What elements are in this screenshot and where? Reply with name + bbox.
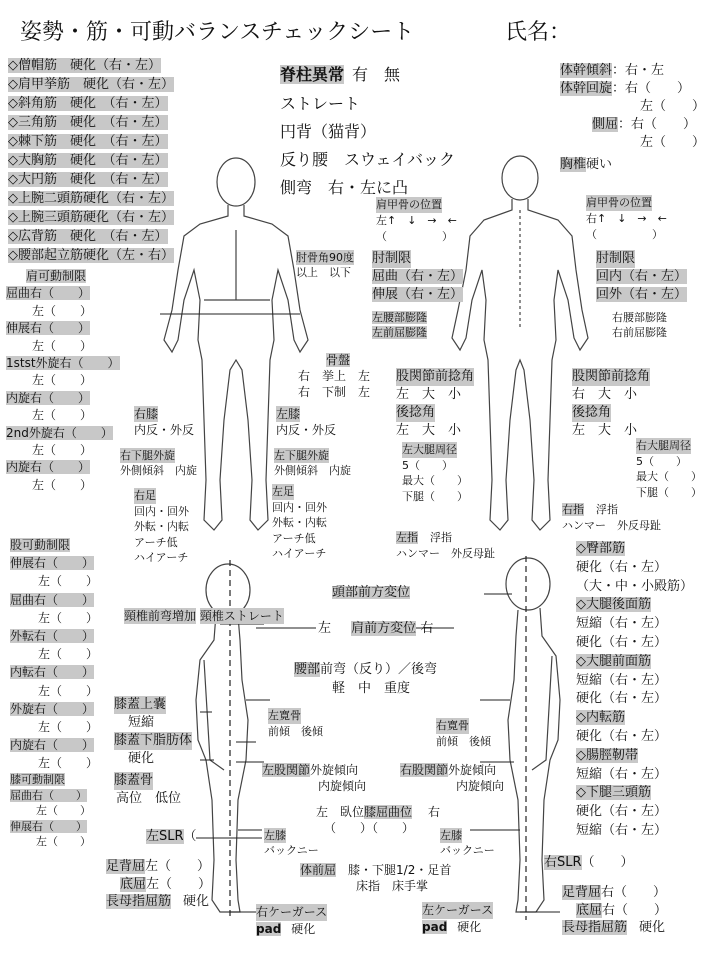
pelvis-heading: 骨盤 [326, 353, 351, 367]
ankle-right-plantar-heading: 底屈 [576, 902, 603, 918]
elbow-left-flexion: 屈曲（右・左） [372, 269, 464, 284]
name-label: 氏名： [505, 20, 572, 45]
hip-joint-left-external: 外旋傾向 [310, 763, 359, 777]
side-bend-left: 左（ ） [640, 135, 706, 150]
hip-anteversion-right-heading: 股関節前捻角 [572, 369, 651, 384]
cervical-block [124, 608, 284, 624]
knee-right-front [134, 406, 194, 438]
patella-heading: 膝蓋骨 [114, 773, 154, 788]
knee-right-heading: 右膝 [134, 407, 159, 421]
iliac-left [268, 708, 323, 740]
muscle-item-text: ◇棘下筋 硬化 （右・左） [8, 134, 168, 149]
hip-retroversion-left-options: 左 大 小 [396, 423, 462, 438]
thigh-left-5: 5（ ） [402, 458, 453, 472]
forward-bend-floor: 床指 床手掌 [356, 879, 429, 893]
toe-right-floating: 浮指 [596, 503, 618, 516]
lower-muscle-heading-text: ◇内転筋 [576, 710, 625, 726]
knee-rom-row-text: 伸展右（ ） [10, 819, 87, 833]
ankle-left-fhl: 硬化 [183, 894, 210, 909]
elbow-carry-heading: 肘骨角90度 [296, 251, 354, 264]
lower-muscle-heading-text: ◇腸脛靭帯 [576, 747, 638, 763]
hip-rom-row-text: 左（ ） [38, 720, 99, 735]
ankle-left [106, 858, 211, 911]
hip-rom-row-text: 左（ ） [38, 647, 99, 662]
foot-left-row: ハイアーチ [272, 547, 327, 560]
knee-rom-row-text: 屈曲右（ ） [10, 788, 87, 802]
lower-muscle-heading-text: ◇下腿三頭筋 [576, 785, 651, 801]
knee-left-front [276, 406, 336, 438]
kager-left-value: 硬化 [457, 920, 482, 934]
cervical-lordosis: 頸椎前弯増加 [124, 609, 197, 623]
lower-muscle-heading [576, 709, 693, 728]
iliac-left-value: 前傾 後傾 [268, 725, 323, 738]
muscle-item-text: ◇斜角筋 硬化 （右・左） [8, 96, 168, 111]
hip-anteversion-left [396, 368, 474, 440]
flexion-bulge-right: 右前屈膨隆 [612, 326, 667, 339]
ankle-right [562, 884, 667, 937]
shoulder-rom-row [6, 477, 120, 494]
iliac-right-heading: 右寛骨 [436, 719, 469, 732]
lumbar-heading: 腰部 [294, 662, 321, 677]
slr-right [544, 856, 634, 869]
foot-right-row: ハイアーチ [134, 551, 189, 564]
lower-muscle-row: 硬化（右・左） [576, 559, 668, 575]
shoulder-rom-row [6, 338, 120, 355]
kager-right-pad: pad [256, 922, 282, 936]
toe-left-heading: 左指 [396, 531, 418, 544]
scapula-left-arrows: 左↑ ↓ → ← [376, 214, 457, 227]
shoulder-rom-row [6, 442, 120, 459]
hip-rom-row [10, 663, 98, 681]
lumbar-value: 前弯（反り）／後弯 [320, 662, 438, 677]
spine-line: 反り腰 スウェイバック [280, 150, 456, 169]
trunk-tilt-value: ：右・左 [612, 63, 665, 78]
lowerleg-right-value: 外側傾斜 内旋 [120, 464, 197, 477]
lumbar-bulge-right: 右腰部膨隆 [612, 311, 667, 324]
toe-left [396, 530, 495, 562]
knee-rom-block [10, 772, 91, 850]
shoulder-rom-row [6, 425, 120, 442]
cervical-straight: 頸椎ストレート [199, 609, 284, 623]
suprapatellar-heading: 膝蓋上嚢 [114, 697, 167, 712]
muscle-item-text: ◇大胸筋 硬化 （右・左） [8, 153, 168, 168]
ankle-left-dorsi-heading: 足背屈 [106, 859, 146, 874]
knee-side-right [440, 828, 495, 858]
thigh-right-lowerleg: 下腿（ ） [636, 485, 702, 499]
shoulder-rom-row-text: 左（ ） [32, 303, 93, 318]
ankle-left-plantar-heading: 底屈 [120, 876, 147, 892]
ankle-left-plantar: 左（ ） [146, 876, 212, 892]
shoulder-rom-row-text: 内旋右（ ） [6, 390, 91, 405]
shoulder-forward-heading: 肩前方変位 [351, 621, 417, 636]
hip-rom-row-text: 左（ ） [38, 610, 99, 625]
muscle-item-text: ◇肩甲挙筋 硬化（右・左） [8, 77, 174, 92]
lower-muscle-heading [576, 784, 693, 803]
hip-joint-left [262, 762, 366, 794]
hip-rom-row-text: 内旋右（ ） [10, 738, 95, 753]
iliac-left-heading: 左寛骨 [268, 709, 301, 722]
scapula-left-block [376, 197, 457, 245]
lowerleg-left-value: 外側傾斜 内旋 [274, 464, 351, 477]
forward-bend-heading: 体前屈 [300, 863, 337, 877]
foot-right-row: 外転・内転 [134, 520, 189, 533]
trunk-rotation-right: ：右（ ） [612, 81, 691, 96]
knee-side-left [264, 828, 319, 858]
hip-rom-row-text: 内転右（ ） [10, 665, 95, 680]
lowerleg-right [120, 448, 197, 478]
hip-retroversion-left-heading: 後捻角 [396, 405, 436, 420]
foot-left [272, 484, 327, 562]
shoulder-rom-row-text: 左（ ） [32, 338, 93, 353]
shoulder-rom-row-text: 2nd外旋右（ ） [6, 425, 113, 440]
foot-left-heading: 左足 [272, 485, 294, 498]
shoulder-rom-heading: 肩可動制限 [26, 269, 87, 283]
lower-muscle-row: 硬化（右・左） [576, 691, 668, 707]
lower-muscle-heading-text: ◇大腿後面筋 [576, 597, 651, 613]
elbow-right-heading: 肘制限 [596, 251, 636, 266]
hip-rom-row-text: 左（ ） [38, 574, 99, 589]
knee-side-left-heading: 左膝 [264, 829, 286, 842]
ankle-right-dorsi-heading: 足背屈 [562, 885, 602, 900]
kager-left-heading: 左ケーガース [422, 903, 494, 917]
knee-right-value: 内反・外反 [134, 423, 195, 437]
spine-options: 有 無 [352, 65, 401, 84]
spine-line: 側弯 右・左に凸 [280, 178, 409, 197]
shoulder-rom-row-text: 左（ ） [32, 373, 93, 388]
shoulder-rom-row [6, 355, 120, 372]
scapula-left-heading: 肩甲骨の位置 [376, 198, 442, 211]
elbow-right-block [596, 250, 687, 340]
knee-rom-heading: 膝可動制限 [10, 773, 65, 786]
hip-rom-row-text: 伸展右（ ） [10, 556, 95, 571]
lumbar-block [294, 660, 437, 698]
kager-right [256, 904, 327, 938]
shoulder-forward [318, 622, 433, 635]
hip-rom-row [10, 718, 98, 736]
knee-rom-row [10, 788, 91, 804]
slr-right-value: （ ） [581, 855, 634, 870]
scapula-right-heading: 肩甲骨の位置 [586, 196, 652, 209]
ankle-right-dorsi: 右（ ） [601, 885, 667, 900]
hip-rom-row-text: 外旋右（ ） [10, 701, 95, 716]
side-bend-label: 側屈 [592, 117, 619, 132]
hip-rom-row [10, 700, 98, 718]
scapula-left-blank: （ ） [376, 230, 453, 243]
hip-retroversion-right-heading: 後捻角 [572, 405, 612, 420]
lower-muscle-row: 短縮（右・左） [576, 616, 668, 632]
knee-rom-row [10, 819, 91, 835]
ankle-left-dorsi: 左（ ） [145, 859, 211, 874]
muscle-item-text: ◇三角筋 硬化 （右・左） [8, 115, 168, 130]
hip-joint-right-internal: 内旋傾向 [456, 779, 505, 793]
foot-right-row: アーチ低 [134, 535, 178, 549]
kager-left-pad: pad [422, 920, 448, 934]
hip-rom-row [10, 754, 98, 772]
patella-block [114, 696, 192, 808]
shoulder-rom-row-text: 1stst外旋右（ ） [6, 356, 120, 371]
pelvis-elevation: 右 挙上 左 [298, 369, 371, 383]
page-title: 姿勢・筋・可動バランスチェックシート [20, 20, 415, 45]
iliac-right-value: 前傾 後傾 [436, 735, 491, 748]
hip-anteversion-right [572, 368, 650, 440]
elbow-right-pronation: 回内（右・左） [596, 269, 688, 284]
lower-muscle-row: 硬化（右・左） [576, 728, 668, 744]
lower-muscle-heading-text: ◇臀部筋 [576, 541, 625, 556]
supine-knee-heading: 膝屈曲位 [364, 805, 413, 819]
pelvis-depression: 右 下制 左 [298, 385, 371, 399]
supine-knee-right: 右 [428, 805, 441, 819]
lowerleg-left [274, 448, 351, 478]
thoracic-label: 胸椎 [560, 157, 587, 172]
flexion-bulge-left: 左前屈膨隆 [372, 326, 427, 339]
hip-joint-left-internal: 内旋傾向 [318, 779, 367, 793]
head-forward-label: 頭部前方変位 [332, 585, 411, 600]
hip-rom-row [10, 682, 98, 700]
thigh-left-lowerleg: 下腿（ ） [402, 489, 468, 503]
lowerleg-right-heading: 右下腿外旋 [120, 449, 175, 462]
elbow-left-block [372, 250, 463, 340]
shoulder-forward-left: 左 [318, 621, 332, 636]
shoulder-forward-right: 右 [420, 621, 434, 636]
lower-muscle-heading [576, 653, 693, 672]
hip-rom-heading: 股可動制限 [10, 538, 71, 552]
spine-heading: 脊柱異常 [280, 65, 345, 84]
kager-left [422, 902, 493, 936]
hip-rom-row-text: 屈曲右（ ） [10, 592, 95, 607]
toe-left-options: ハンマー 外反母趾 [396, 547, 495, 560]
foot-left-row: 回内・回外 [272, 500, 327, 514]
lower-muscle-heading-text: ◇大腿前面筋 [576, 653, 651, 669]
knee-side-right-value: バックニー [440, 844, 495, 857]
lower-muscle-list [576, 540, 693, 841]
iliac-right [436, 718, 491, 750]
muscle-item-text: ◇上腕三頭筋硬化（右・左） [8, 210, 174, 225]
foot-right-heading: 右足 [134, 489, 156, 502]
hip-rom-row [10, 736, 98, 754]
knee-rom-row-text: 左（ ） [36, 835, 91, 848]
thigh-left-heading: 左大腿周径 [402, 443, 457, 456]
supine-knee-blanks: （ ）（ ） [324, 821, 415, 835]
spine-line: ストレート [280, 94, 361, 113]
hip-rom-row [10, 627, 98, 645]
slr-right-heading: 右SLR [544, 855, 582, 870]
hip-rom-row [10, 554, 98, 572]
lower-muscle-row: 短縮（右・左） [576, 672, 668, 688]
hip-anteversion-left-heading: 股関節前捻角 [396, 369, 475, 384]
shoulder-rom-row-text: 内旋右（ ） [6, 460, 91, 475]
side-bend-right: ：右（ ） [618, 117, 697, 132]
hip-joint-right-external: 外旋傾向 [448, 763, 497, 777]
pelvis-block [298, 352, 370, 400]
lower-muscle-row: 短縮（右・左） [576, 766, 668, 782]
slr-left [146, 830, 197, 843]
thigh-left-max: 最大（ ） [402, 474, 468, 487]
hip-rom-row [10, 591, 98, 609]
lower-muscle-row: （大・中・小殿筋） [576, 578, 694, 594]
shoulder-rom-row [6, 320, 120, 337]
lower-muscle-row: 短縮（右・左） [576, 822, 668, 838]
hip-rom-row-text: 左（ ） [38, 683, 99, 698]
spine-line: 円背（猫背） [280, 122, 377, 141]
knee-rom-row [10, 803, 91, 819]
forward-bend-options: 膝・下腿1/2・足首 [348, 863, 452, 877]
shoulder-rom-row-text: 左（ ） [32, 477, 93, 492]
knee-side-left-value: バックニー [264, 844, 319, 857]
thoracic-value: 硬い [586, 157, 613, 172]
thigh-right-block [636, 438, 702, 500]
hip-retroversion-right-options: 左 大 小 [572, 423, 638, 438]
patella-value: 高位 低位 [116, 791, 182, 806]
shoulder-rom-row [6, 285, 120, 302]
hip-joint-left-heading: 左股関節 [262, 763, 311, 777]
lower-muscle-heading [576, 747, 693, 766]
muscle-item-text: ◇僧帽筋 硬化（右・左） [8, 58, 161, 73]
lower-muscle-row: 硬化（右・左） [576, 804, 668, 820]
toe-left-floating: 浮指 [430, 531, 452, 544]
trunk-rotation-left: 左（ ） [640, 99, 706, 114]
muscle-item-text: ◇広背筋 硬化 （右・左） [8, 229, 168, 244]
hip-rom-row-text: 左（ ） [38, 756, 99, 771]
forward-bend [300, 862, 451, 894]
trunk-tilt-label: 体幹傾斜 [560, 63, 613, 78]
slr-left-value: （ [183, 829, 197, 844]
lower-muscle-row: 硬化（右・左） [576, 634, 668, 650]
hip-rom-row [10, 609, 98, 627]
slr-left-heading: 左SLR [146, 829, 184, 844]
hip-anteversion-left-options: 左 大 小 [396, 387, 462, 402]
lower-muscle-heading [576, 540, 693, 559]
shoulder-rom-row-text: 左（ ） [32, 443, 93, 458]
toe-right-options: ハンマー 外反母趾 [562, 519, 661, 532]
knee-left-value: 内反・外反 [276, 423, 337, 437]
elbow-left-heading: 肘制限 [372, 251, 412, 266]
foot-left-row: 外転・内転 [272, 516, 327, 529]
lumbar-severity: 軽 中 重度 [332, 681, 411, 696]
back-body-figure [452, 156, 588, 530]
foot-left-row: アーチ低 [272, 531, 316, 545]
supine-knee [316, 804, 440, 836]
infrapatellar-fat-value: 硬化 [128, 751, 155, 766]
elbow-carry-angle [296, 250, 354, 280]
hip-joint-right [400, 762, 504, 794]
hip-rom-block [10, 536, 98, 773]
ankle-right-fhl-heading: 長母指屈筋 [562, 920, 628, 935]
ankle-right-plantar: 右（ ） [602, 902, 668, 918]
toe-right [562, 502, 661, 534]
knee-left-heading: 左膝 [276, 407, 301, 421]
hip-rom-row [10, 572, 98, 590]
toe-right-heading: 右指 [562, 503, 584, 516]
elbow-right-supination: 回外（右・左） [596, 287, 688, 302]
shoulder-rom-row [6, 459, 120, 476]
ankle-right-fhl: 硬化 [639, 920, 666, 935]
infrapatellar-fat-heading: 膝蓋下脂肪体 [114, 733, 193, 748]
hip-joint-right-heading: 右股関節 [400, 763, 449, 777]
foot-right [134, 488, 189, 566]
thigh-left-block [402, 442, 468, 504]
shoulder-rom-row [6, 390, 120, 407]
supine-knee-left: 左 臥位 [316, 805, 365, 819]
shoulder-rom-row [6, 303, 120, 320]
shoulder-rom-row-text: 屈曲右（ ） [6, 286, 91, 301]
shoulder-rom-row-text: 伸展右（ ） [6, 321, 91, 336]
trunk-rotation-label: 体幹回旋 [560, 81, 613, 96]
foot-right-row: 回内・回外 [134, 504, 189, 518]
hip-rom-row-text: 外転右（ ） [10, 629, 95, 644]
lower-muscle-heading [576, 596, 693, 615]
hip-anteversion-right-options: 右 大 小 [572, 387, 638, 402]
muscle-item-text: ◇腰部起立筋硬化（左・右） [8, 248, 174, 263]
suprapatellar-value: 短縮 [128, 715, 155, 730]
knee-side-right-heading: 左膝 [440, 829, 462, 842]
scapula-right-blank: （ ） [586, 228, 663, 241]
ankle-left-fhl-heading: 長母指屈筋 [106, 894, 172, 909]
shoulder-rom-row-text: 左（ ） [32, 408, 93, 423]
kager-right-heading: 右ケーガース [256, 905, 328, 919]
muscle-item-text: ◇大円筋 硬化 （右・左） [8, 172, 168, 187]
lowerleg-left-heading: 左下腿外旋 [274, 449, 329, 462]
thigh-right-5: 5（ ） [636, 454, 687, 468]
muscle-item-text: ◇上腕二頭筋硬化（右・左） [8, 191, 174, 206]
knee-rom-row-text: 左（ ） [36, 804, 91, 817]
shoulder-rom-row [6, 407, 120, 424]
shoulder-rom-row [6, 372, 120, 389]
scapula-right-arrows: 右↑ ↓ → ← [586, 212, 667, 225]
thigh-right-heading: 右大腿周径 [636, 439, 691, 452]
hip-rom-row [10, 645, 98, 663]
elbow-carry-options: 以上 以下 [296, 266, 351, 279]
shoulder-rom-block [6, 268, 120, 494]
knee-rom-row [10, 834, 91, 850]
lumbar-bulge-left: 左腰部膨隆 [372, 311, 427, 324]
kager-right-value: 硬化 [291, 922, 316, 936]
elbow-left-extension: 伸展（右・左） [372, 287, 464, 302]
scapula-right-block [586, 195, 667, 243]
thigh-right-max: 最大（ ） [636, 470, 702, 483]
